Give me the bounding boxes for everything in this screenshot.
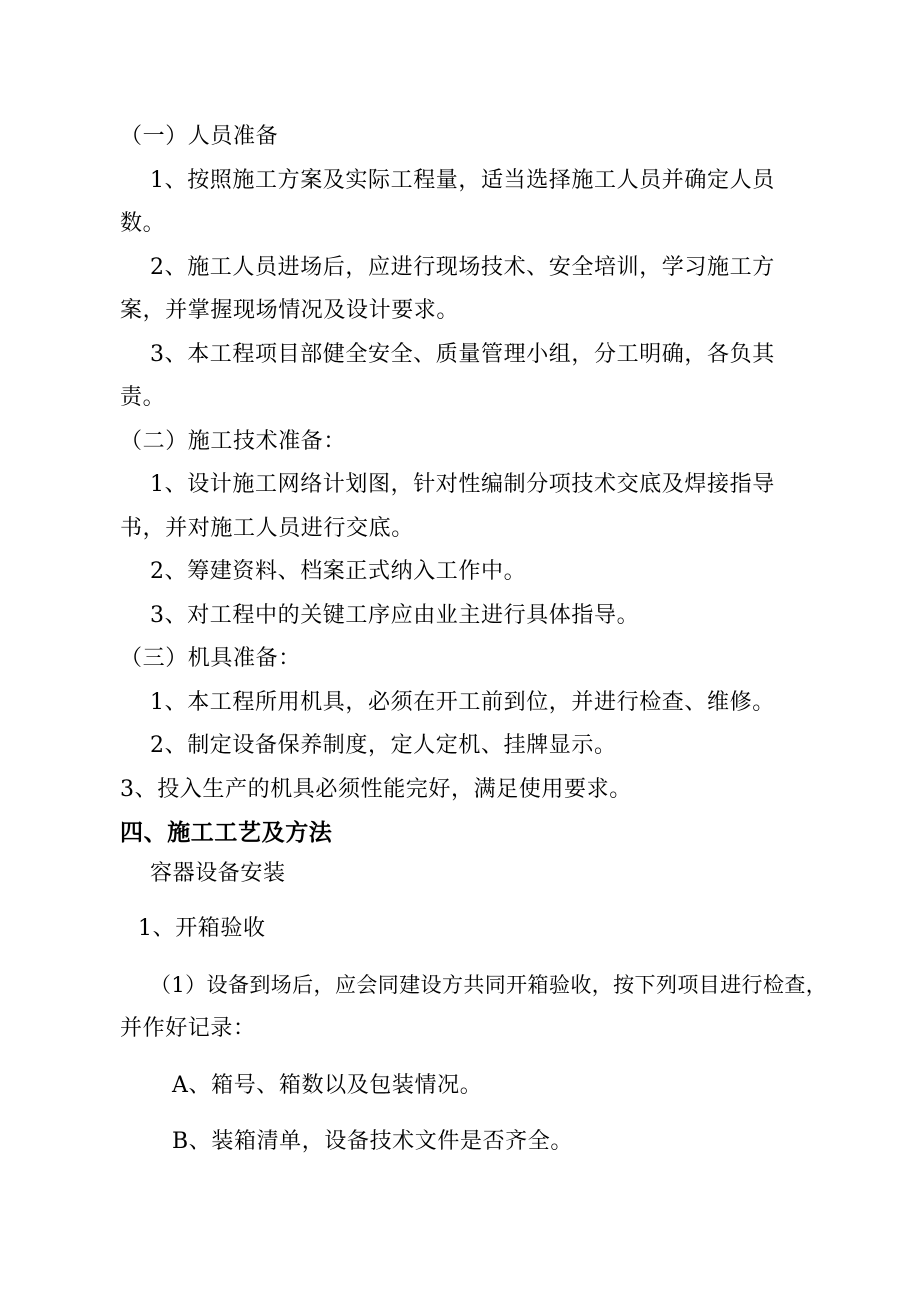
paragraph-line: 2、制定设备保养制度，定人定机、挂牌显示。 xyxy=(150,733,617,758)
paragraph-line: 3、对工程中的关键工序应由业主进行具体指导。 xyxy=(150,603,640,628)
paragraph-line: （1）设备到场后，应会同建设方共同开箱验收，按下列项目进行检查， xyxy=(150,973,828,997)
subsection-title: 容器设备安装 xyxy=(150,861,286,886)
paragraph-line: 数。 xyxy=(120,211,166,236)
list-item: A、箱号、箱数以及包装情况。 xyxy=(172,1073,483,1098)
paragraph-line: 并作好记录： xyxy=(120,1016,256,1041)
list-item: B、装箱清单，设备技术文件是否齐全。 xyxy=(172,1129,573,1154)
paragraph-line: 3、投入生产的机具必须性能完好，满足使用要求。 xyxy=(120,777,632,802)
section-heading-technical: （二）施工技术准备： xyxy=(120,429,347,454)
paragraph-line: 2、施工人员进场后，应进行现场技术、安全培训，学习施工方 xyxy=(150,255,775,280)
paragraph-line: 1、按照施工方案及实际工程量，适当选择施工人员并确定人员 xyxy=(150,168,775,193)
paragraph-line: 1、本工程所用机具，必须在开工前到位，并进行检查、维修。 xyxy=(150,690,775,715)
paragraph-line: 3、本工程项目部健全安全、质量管理小组，分工明确，各负其 xyxy=(150,342,775,367)
paragraph-line: 2、筹建资料、档案正式纳入工作中。 xyxy=(150,559,527,584)
chapter-title: 四、施工工艺及方法 xyxy=(120,819,333,846)
paragraph-line: 案，并掌握现场情况及设计要求。 xyxy=(120,298,460,323)
step-heading: 1、开箱验收 xyxy=(138,916,266,941)
paragraph-line: 1、设计施工网络计划图，针对性编制分项技术交底及焊接指导 xyxy=(150,472,775,497)
section-heading-machinery: （三）机具准备： xyxy=(120,646,301,671)
paragraph-line: 责。 xyxy=(120,385,166,410)
paragraph-line: 书，并对施工人员进行交底。 xyxy=(120,516,414,541)
section-heading-personnel: （一）人员准备 xyxy=(120,124,279,149)
